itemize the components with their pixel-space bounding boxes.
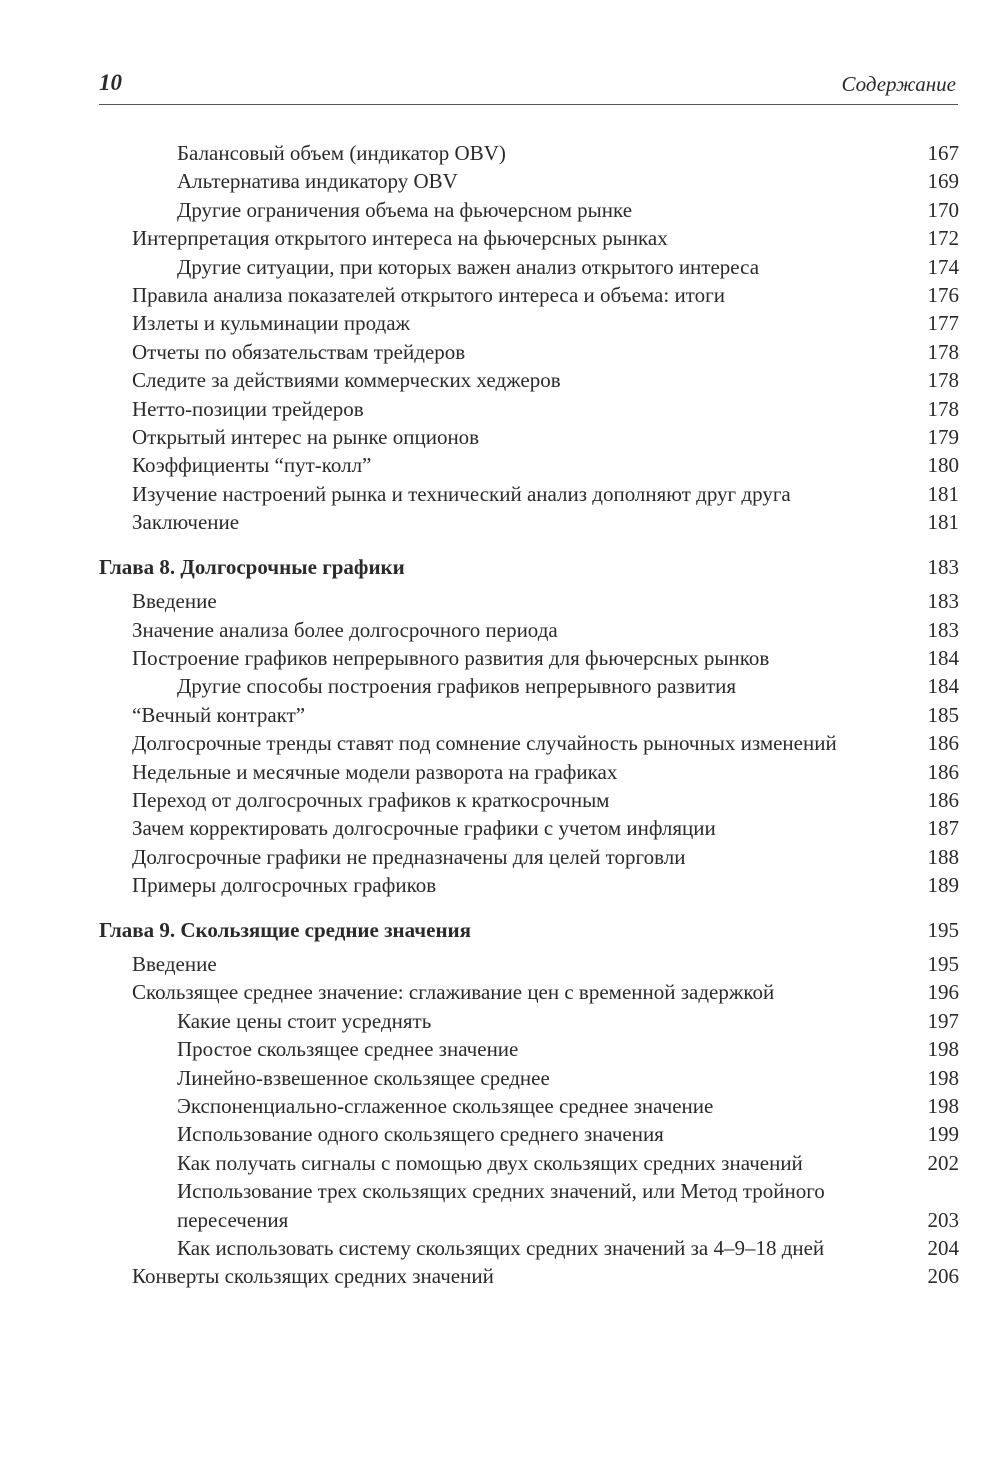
toc-entry-page: 177 [927, 311, 959, 336]
toc-entry[interactable] [99, 616, 959, 644]
toc-entry[interactable] [99, 253, 959, 281]
toc-chapter-entry[interactable] [99, 916, 959, 944]
toc-entry-page: 181 [927, 510, 959, 535]
toc-entry-title: Недельные и месячные модели разворота на графиках [132, 759, 618, 784]
toc-entry-title: Как использовать систему скользящих средних значений за 4–9–18 дней [177, 1236, 825, 1261]
toc-entry[interactable] [99, 508, 959, 536]
toc-entry[interactable] [99, 1234, 959, 1262]
toc-entry-title: Заключение [132, 510, 240, 535]
toc-entry[interactable] [99, 451, 959, 479]
toc-entry-page: 183 [927, 617, 959, 642]
toc-entry-page: 183 [927, 589, 959, 614]
toc-entry-page: 184 [927, 674, 959, 699]
toc-entry[interactable] [99, 224, 959, 252]
toc-entry[interactable] [99, 701, 959, 729]
toc-entry-title: Построение графиков непрерывного развития для фьючерсных рынков [132, 645, 770, 670]
toc-entry[interactable] [99, 843, 959, 871]
toc-entry-title: Простое скользящее среднее значение [177, 1037, 519, 1062]
toc-entry-title: Другие ситуации, при которых важен анализ открытого интереса [177, 254, 760, 279]
toc-entry[interactable] [99, 366, 959, 394]
toc-entry-page: 206 [927, 1264, 959, 1289]
toc-entry[interactable] [99, 644, 959, 672]
toc-entry-page: 186 [927, 787, 959, 812]
toc-entry-page: 181 [927, 481, 959, 506]
toc-entry[interactable] [99, 281, 959, 309]
toc-entry[interactable] [99, 814, 959, 842]
toc-entry-title: Правила анализа показателей открытого интереса и объема: итоги [132, 283, 725, 308]
toc-entry-page: 198 [927, 1065, 959, 1090]
toc-entry[interactable] [99, 587, 959, 615]
toc-entry[interactable] [99, 1262, 959, 1290]
toc-entry-page: 195 [927, 951, 959, 976]
toc-entry-title: Как получать сигналы с помощью двух скользящих средних значений [177, 1150, 803, 1175]
toc-entry[interactable] [99, 1120, 959, 1148]
toc-entry-page: 169 [927, 169, 959, 194]
toc-entry[interactable] [99, 139, 959, 167]
toc-entry-page: 179 [927, 425, 959, 450]
toc-entry[interactable] [99, 480, 959, 508]
toc-entry[interactable] [99, 1007, 959, 1035]
toc-entry[interactable] [99, 758, 959, 786]
toc-entry-title: Альтернатива индикатору OBV [177, 169, 458, 194]
toc-entry-title: Зачем корректировать долгосрочные графики с учетом инфляции [132, 816, 716, 841]
toc-entry-page: 202 [927, 1150, 959, 1175]
toc-entry[interactable] [99, 1064, 959, 1092]
toc-entry[interactable] [99, 950, 959, 978]
toc-entry-title: Примеры долгосрочных графиков [132, 873, 437, 898]
toc-entry-page: 198 [927, 1094, 959, 1118]
toc-entry-page: 186 [927, 759, 959, 784]
toc-entry-page: 199 [927, 1122, 959, 1147]
toc-entry[interactable] [99, 309, 959, 337]
toc-entry-title: Другие ограничения объема на фьючерсном рынке [177, 197, 633, 222]
toc-entry-page: 189 [927, 873, 959, 898]
toc-entry-page: 188 [927, 844, 959, 869]
toc-entry-title: Долгосрочные тренды ставят под сомнение случайность рыночных изменений [132, 731, 837, 756]
toc-entry[interactable] [99, 871, 959, 899]
toc-entry-title: Открытый интерес на рынке опционов [132, 425, 480, 450]
toc-entry[interactable] [99, 1149, 959, 1177]
toc-entry[interactable] [99, 1177, 959, 1234]
toc-entry-page: 170 [927, 197, 959, 222]
toc-entry-title: Глава 9. Скользящие средние значения [99, 917, 472, 942]
toc-entry-title: Скользящее среднее значение: сглаживание цен с временной задержкой [132, 980, 775, 1005]
toc-entry-title: Использование одного скользящего среднего значения [177, 1122, 664, 1147]
table-of-contents [99, 139, 959, 1291]
toc-entry-title: Линейно-взвешенное скользящее среднее [177, 1065, 550, 1090]
toc-entry[interactable] [99, 395, 959, 423]
toc-entry[interactable] [99, 729, 959, 757]
toc-entry[interactable] [99, 672, 959, 700]
toc-entry-title: Излеты и кульминации продаж [132, 311, 411, 336]
toc-entry-title: Конверты скользящих средних значений [132, 1264, 494, 1289]
toc-entry-page: 167 [927, 141, 959, 165]
toc-entry-title: Балансовый объем (индикатор OBV) [177, 141, 506, 165]
toc-entry-title: Коэффициенты “пут-колл” [132, 453, 372, 478]
toc-entry-page: 183 [927, 554, 959, 579]
toc-entry-title: Глава 8. Долгосрочные графики [99, 554, 405, 579]
toc-entry-page: 184 [927, 645, 959, 670]
toc-entry-page: 178 [927, 396, 959, 421]
toc-entry-title: Экспоненциально-сглаженное скользящее среднее значение [177, 1094, 714, 1118]
toc-entry-title: Следите за действиями коммерческих хеджеров [132, 368, 561, 393]
toc-entry-page: 174 [927, 254, 959, 279]
toc-entry-page: 204 [927, 1236, 959, 1261]
toc-entry-page: 197 [927, 1008, 959, 1033]
toc-entry-title: Переход от долгосрочных графиков к краткосрочным [132, 787, 610, 812]
toc-entry[interactable] [99, 978, 959, 1006]
toc-entry-title: Какие цены стоит усреднять [177, 1008, 432, 1033]
toc-entry-page: 186 [927, 731, 959, 756]
toc-entry-title: “Вечный контракт” [132, 702, 306, 727]
toc-entry[interactable] [99, 196, 959, 224]
toc-entry-title: Введение [132, 951, 217, 976]
toc-chapter-entry[interactable] [99, 553, 959, 581]
toc-entry-page: 176 [927, 283, 959, 308]
toc-entry[interactable] [99, 786, 959, 814]
page-number: 10 [99, 70, 122, 95]
toc-entry-page: 178 [927, 339, 959, 364]
toc-entry-page: 187 [927, 816, 959, 841]
running-title: Содержание [841, 72, 956, 96]
page-header [99, 64, 958, 105]
toc-entry-title: Другие способы построения графиков непрерывного развития [177, 674, 737, 699]
toc-entry-page: 185 [927, 702, 959, 727]
toc-entry[interactable] [99, 1092, 959, 1120]
toc-entry-page: 203 [927, 1207, 959, 1232]
toc-entry-page: 180 [927, 453, 959, 478]
toc-entry-title: Долгосрочные графики не предназначены для целей торговли [132, 844, 686, 869]
toc-entry-title: Нетто-позиции трейдеров [132, 396, 364, 421]
toc-entry-title: Использование трех скользящих средних значений, или Метод тройного пересечения [177, 1179, 825, 1232]
toc-entry[interactable] [99, 167, 959, 195]
toc-entry[interactable] [99, 1035, 959, 1063]
toc-entry-title: Введение [132, 589, 217, 614]
toc-entry-page: 195 [927, 917, 959, 942]
toc-entry-title: Значение анализа более долгосрочного периода [132, 617, 558, 642]
toc-entry[interactable] [99, 338, 959, 366]
toc-entry-title: Изучение настроений рынка и технический анализ дополняют друг друга [132, 481, 791, 506]
toc-entry-page: 172 [927, 226, 959, 251]
toc-entry-title: Интерпретация открытого интереса на фьючерсных рынках [132, 226, 668, 251]
toc-entry-page: 198 [927, 1037, 959, 1062]
toc-entry-page: 196 [927, 980, 959, 1005]
toc-entry-page: 178 [927, 368, 959, 393]
toc-entry-title: Отчеты по обязательствам трейдеров [132, 339, 466, 364]
toc-entry[interactable] [99, 423, 959, 451]
